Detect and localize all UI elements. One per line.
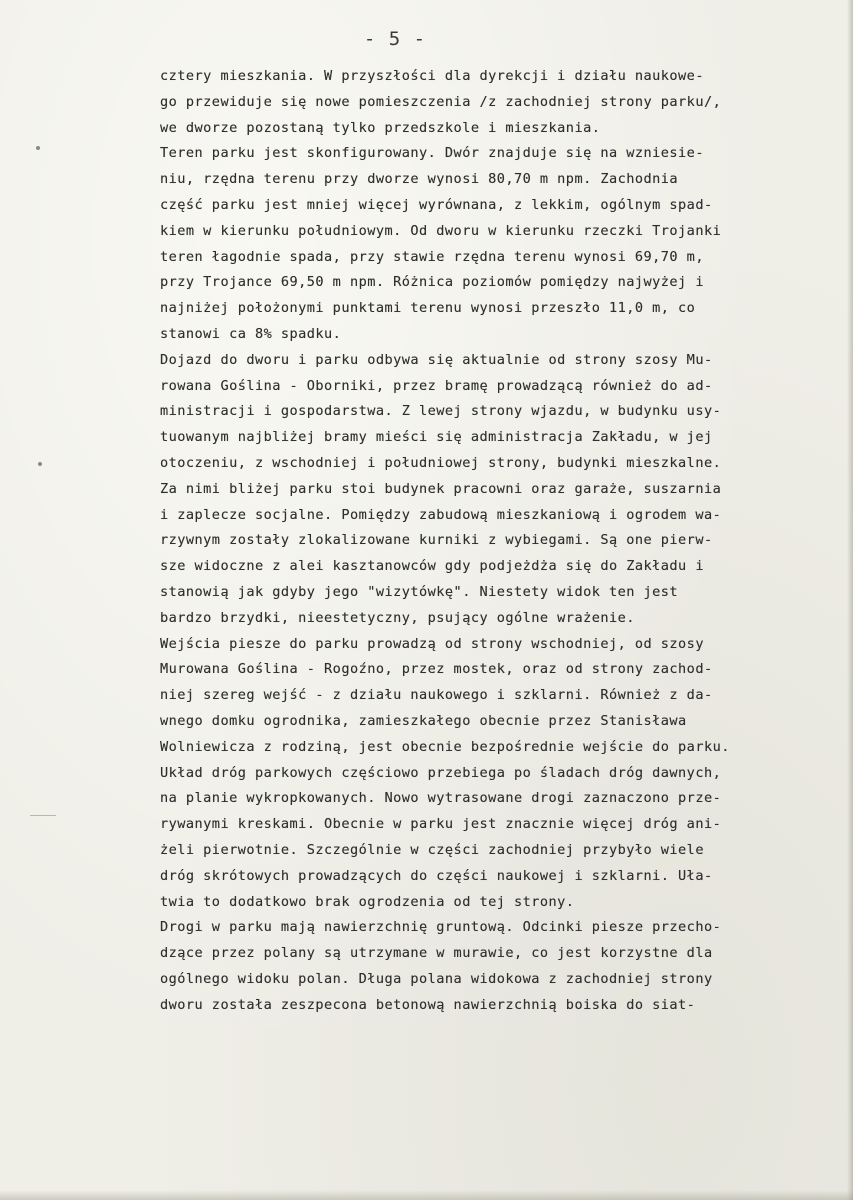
text-line: niu, rzędna terenu przy dworze wynosi 80,70 m npm. Zachodnia	[160, 171, 679, 188]
text-line: tuowanym najbliżej bramy mieści się administracja Zakładu, w jej	[160, 429, 713, 446]
text-line: wnego domku ogrodnika, zamieszkałego obecnie przez Stanisława	[160, 712, 687, 729]
text-line: Wolniewicza z rodziną, jest obecnie bezpośrednie wejście do parku.	[160, 738, 730, 755]
text-line: dróg skrótowych prowadzących do części naukowej i szklarni. Uła-	[160, 867, 713, 884]
text-line: kiem w kierunku południowym. Od dworu w kierunku rzeczki Trojanki	[160, 222, 722, 239]
text-line: Układ dróg parkowych częściowo przebiega po śladach dróg dawnych,	[160, 764, 722, 781]
text-line: dzące przez polany są utrzymane w murawie, co jest korzystne dla	[160, 945, 713, 962]
text-line: we dworze pozostaną tylko przedszkole i mieszkania.	[160, 119, 601, 136]
text-line: rzywnym zostały zlokalizowane kurniki z wybiegami. Są one pierw-	[160, 532, 713, 549]
text-line: niej szereg wejść - z działu naukowego i szklarni. Również z da-	[160, 687, 713, 704]
text-line: rywanymi kreskami. Obecnie w parku jest znacznie więcej dróg ani-	[160, 816, 722, 833]
text-line: stanowi ca 8% spadku.	[160, 325, 342, 342]
text-line: część parku jest mniej więcej wyrównana, z lekkim, ogólnym spad-	[160, 196, 713, 213]
text-line: go przewiduje się nowe pomieszczenia /z zachodniej strony parku/,	[160, 93, 722, 110]
text-line: przy Trojance 69,50 m npm. Różnica poziomów pomiędzy najwyżej i	[160, 274, 704, 291]
text-line: Za nimi bliżej parku stoi budynek pracowni oraz garaże, suszarnia	[160, 480, 722, 497]
text-line: Wejścia piesze do parku prowadzą od strony wschodniej, od szosy	[160, 635, 704, 652]
text-line: cztery mieszkania. W przyszłości dla dyrekcji i działu naukowe-	[160, 68, 704, 84]
text-line: ogólnego widoku polan. Długa polana widokowa z zachodniej strony	[160, 970, 713, 987]
margin-dot-mark	[38, 462, 42, 466]
text-line: sze widoczne z alei kasztanowców gdy podjeżdża się do Zakładu i	[160, 558, 704, 575]
margin-dash-mark	[30, 815, 56, 816]
text-line: najniżej położonymi punktami terenu wynosi przeszło 11,0 m, co	[160, 300, 696, 317]
text-line: rowana Goślina - Oborniki, przez bramę prowadzącą również do ad-	[160, 377, 713, 394]
margin-dot-mark	[36, 146, 40, 150]
text-line: Drogi w parku mają nawierzchnię gruntową. Odcinki piesze przecho-	[160, 919, 722, 936]
text-line: dworu została zeszpecona betonową nawierzchnią boiska do siat-	[160, 996, 696, 1013]
text-line: Dojazd do dworu i parku odbywa się aktualnie od strony szosy Mu-	[160, 351, 713, 368]
text-line: stanowią jak gdyby jego "wizytówkę". Niestety widok ten jest	[160, 583, 679, 600]
text-line: i zaplecze socjalne. Pomiędzy zabudową mieszkaniową i ogrodem wa-	[160, 506, 722, 523]
text-line: twia to dodatkowo brak ogrodzenia od tej strony.	[160, 893, 575, 910]
text-line: bardzo brzydki, nieestetyczny, psujący ogólne wrażenie.	[160, 609, 635, 626]
text-line: otoczeniu, z wschodniej i południowej strony, budynki mieszkalne.	[160, 454, 722, 471]
text-line: żeli pierwotnie. Szczególnie w części zachodniej przybyło wiele	[160, 841, 704, 858]
paper-edge-shadow-bottom	[0, 1190, 853, 1200]
text-line: Teren parku jest skonfigurowany. Dwór znajduje się na wzniesie-	[160, 145, 704, 162]
text-line: teren łagodnie spada, przy stawie rzędna terenu wynosi 69,70 m,	[160, 248, 704, 265]
text-line: na planie wykropkowanych. Nowo wytrasowane drogi zaznaczono prze-	[160, 790, 722, 807]
page-number: - 5 -	[363, 28, 427, 50]
text-line: Murowana Goślina - Rogoźno, przez mostek, oraz od strony zachod-	[160, 661, 713, 678]
typed-text-body	[160, 64, 850, 1018]
text-line: ministracji i gospodarstwa. Z lewej strony wjazdu, w budynku usy-	[160, 403, 722, 420]
